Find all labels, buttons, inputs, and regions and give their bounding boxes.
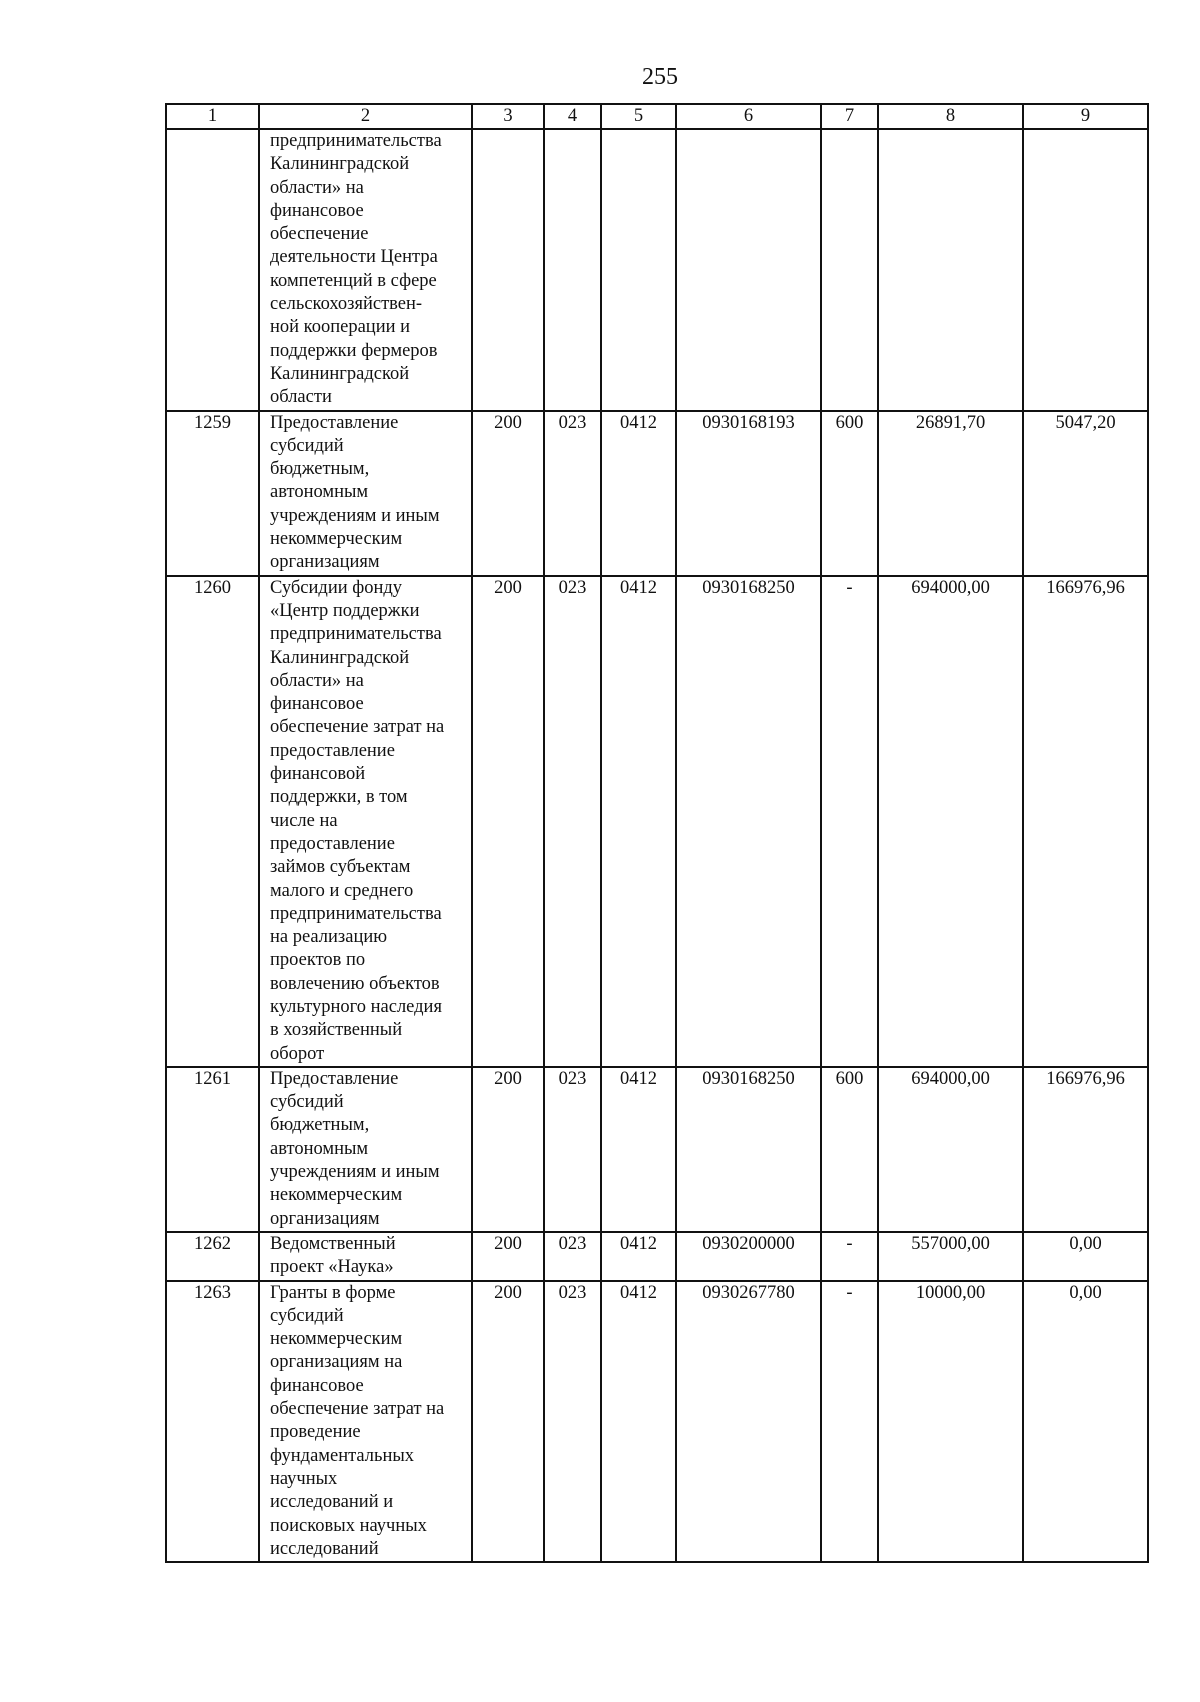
- description-line: научных: [270, 1468, 338, 1489]
- cell-col7: 600: [821, 411, 878, 576]
- cell-col4: 023: [544, 1067, 601, 1232]
- cell-col8: 26891,70: [878, 411, 1023, 576]
- cell-col5: [601, 129, 676, 411]
- description-line: проектов по: [270, 950, 366, 971]
- description-line: предоставление: [270, 740, 395, 761]
- description-line: оборот: [270, 1043, 325, 1064]
- table-row: [166, 576, 1148, 1067]
- row-number: [166, 129, 259, 411]
- description-line: организациям на: [270, 1352, 403, 1373]
- description-line: учреждениям и иным: [270, 1162, 440, 1183]
- description-line: предпринимательства: [270, 903, 442, 924]
- row-description: [259, 1067, 472, 1232]
- description-line: «Центр поддержки: [270, 600, 420, 621]
- description-line: Калининградской: [270, 647, 410, 668]
- description-line: обеспечение: [270, 224, 369, 245]
- table-header-row: [166, 104, 1148, 129]
- description-line: субсидий: [270, 1305, 344, 1326]
- description-line: Предоставление: [270, 412, 399, 433]
- column-header: 9: [1023, 104, 1148, 129]
- description-line: малого и среднего: [270, 880, 414, 901]
- cell-col8: [878, 129, 1023, 411]
- description-line: некоммерческим: [270, 1185, 403, 1206]
- column-header: 8: [878, 104, 1023, 129]
- column-header: 7: [821, 104, 878, 129]
- description-line: некоммерческим: [270, 529, 403, 550]
- cell-col7: 600: [821, 1067, 878, 1232]
- description-line: Калининградской: [270, 154, 410, 175]
- row-description: [259, 1281, 472, 1563]
- cell-col3: 200: [472, 1067, 544, 1232]
- description-line: учреждениям и иным: [270, 505, 440, 526]
- cell-col4: 023: [544, 1232, 601, 1281]
- description-line: финансовое: [270, 200, 364, 221]
- row-description: [259, 411, 472, 576]
- description-line: исследований: [270, 1538, 379, 1559]
- description-line: деятельности Центра: [270, 247, 438, 268]
- cell-col8: 557000,00: [878, 1232, 1023, 1281]
- cell-col3: 200: [472, 576, 544, 1067]
- cell-col6: 0930168250: [676, 1067, 821, 1232]
- cell-col4: [544, 129, 601, 411]
- cell-col8: 10000,00: [878, 1281, 1023, 1563]
- cell-col6: [676, 129, 821, 411]
- cell-col9: [1023, 129, 1148, 411]
- cell-col4: 023: [544, 576, 601, 1067]
- description-line: предпринимательства: [270, 131, 442, 151]
- description-line: бюджетным,: [270, 459, 370, 480]
- description-line: обеспечение затрат на: [270, 1399, 445, 1420]
- description-line: Субсидии фонду: [270, 577, 403, 598]
- description-line: Предоставление: [270, 1068, 399, 1089]
- description-line: Гранты в форме: [270, 1282, 396, 1303]
- row-number: 1259: [166, 411, 259, 576]
- cell-col7: [821, 129, 878, 411]
- cell-col9: 166976,96: [1023, 1067, 1148, 1232]
- description-line: финансовое: [270, 694, 364, 715]
- cell-col7: -: [821, 576, 878, 1067]
- row-number: 1261: [166, 1067, 259, 1232]
- description-line: культурного наследия: [270, 996, 442, 1017]
- description-line: обеспечение затрат на: [270, 717, 445, 738]
- description-line: автономным: [270, 482, 369, 503]
- cell-col6: 0930168250: [676, 576, 821, 1067]
- description-line: исследований и: [270, 1492, 394, 1513]
- cell-col8: 694000,00: [878, 576, 1023, 1067]
- description-line: компетенций в сфере: [270, 270, 437, 291]
- description-line: автономным: [270, 1138, 369, 1159]
- cell-col5: 0412: [601, 1232, 676, 1281]
- column-header: 1: [166, 104, 259, 129]
- cell-col3: [472, 129, 544, 411]
- description-line: проведение: [270, 1422, 361, 1443]
- row-number: 1262: [166, 1232, 259, 1281]
- page-number: 255: [642, 64, 678, 90]
- description-line: поддержки, в том: [270, 787, 408, 808]
- description-line: поисковых научных: [270, 1515, 427, 1536]
- table-row: [166, 411, 1148, 576]
- description-line: проект «Наука»: [270, 1257, 394, 1278]
- cell-col3: 200: [472, 1232, 544, 1281]
- description-line: некоммерческим: [270, 1329, 403, 1350]
- cell-col6: 0930168193: [676, 411, 821, 576]
- column-header: 6: [676, 104, 821, 129]
- description-line: бюджетным,: [270, 1115, 370, 1136]
- description-line: предпринимательства: [270, 624, 442, 645]
- cell-col6: 0930267780: [676, 1281, 821, 1563]
- description-line: области: [270, 387, 332, 408]
- description-line: вовлечению объектов: [270, 973, 440, 994]
- description-line: субсидий: [270, 435, 344, 456]
- cell-col9: 166976,96: [1023, 576, 1148, 1067]
- cell-col9: 0,00: [1023, 1232, 1148, 1281]
- budget-table: [165, 103, 1149, 1563]
- cell-col5: 0412: [601, 576, 676, 1067]
- column-header: 5: [601, 104, 676, 129]
- column-header: 2: [259, 104, 472, 129]
- description-line: области» на: [270, 670, 364, 691]
- description-line: субсидий: [270, 1092, 344, 1113]
- cell-col5: 0412: [601, 1067, 676, 1232]
- table-row: [166, 1281, 1148, 1563]
- description-line: организациям: [270, 552, 380, 573]
- cell-col9: 5047,20: [1023, 411, 1148, 576]
- cell-col4: 023: [544, 1281, 601, 1563]
- description-line: в хозяйственный: [270, 1020, 403, 1041]
- column-header: 4: [544, 104, 601, 129]
- description-line: фундаментальных: [270, 1445, 415, 1466]
- description-line: области» на: [270, 177, 364, 198]
- description-line: поддержки фермеров: [270, 340, 438, 361]
- description-line: сельскохозяйствен-: [270, 294, 423, 315]
- cell-col8: 694000,00: [878, 1067, 1023, 1232]
- description-line: Калининградской: [270, 363, 410, 384]
- row-number: 1263: [166, 1281, 259, 1563]
- cell-col7: -: [821, 1232, 878, 1281]
- cell-col7: -: [821, 1281, 878, 1563]
- row-description: [259, 1232, 472, 1281]
- row-number: 1260: [166, 576, 259, 1067]
- description-line: на реализацию: [270, 927, 388, 948]
- table-row: [166, 1232, 1148, 1281]
- description-line: организациям: [270, 1208, 380, 1229]
- description-line: займов субъектам: [270, 857, 411, 878]
- cell-col3: 200: [472, 1281, 544, 1563]
- row-description: [259, 129, 472, 411]
- description-line: числе на: [270, 810, 338, 831]
- cell-col4: 023: [544, 411, 601, 576]
- cell-col3: 200: [472, 411, 544, 576]
- description-line: ной кооперации и: [270, 317, 411, 338]
- row-description: [259, 576, 472, 1067]
- description-line: финансовое: [270, 1375, 364, 1396]
- description-line: финансовой: [270, 764, 366, 785]
- table-row: [166, 1067, 1148, 1232]
- cell-col9: 0,00: [1023, 1281, 1148, 1563]
- cell-col5: 0412: [601, 1281, 676, 1563]
- description-line: Ведомственный: [270, 1233, 396, 1254]
- column-header: 3: [472, 104, 544, 129]
- cell-col5: 0412: [601, 411, 676, 576]
- description-line: предоставление: [270, 833, 395, 854]
- cell-col6: 0930200000: [676, 1232, 821, 1281]
- table-row: [166, 129, 1148, 411]
